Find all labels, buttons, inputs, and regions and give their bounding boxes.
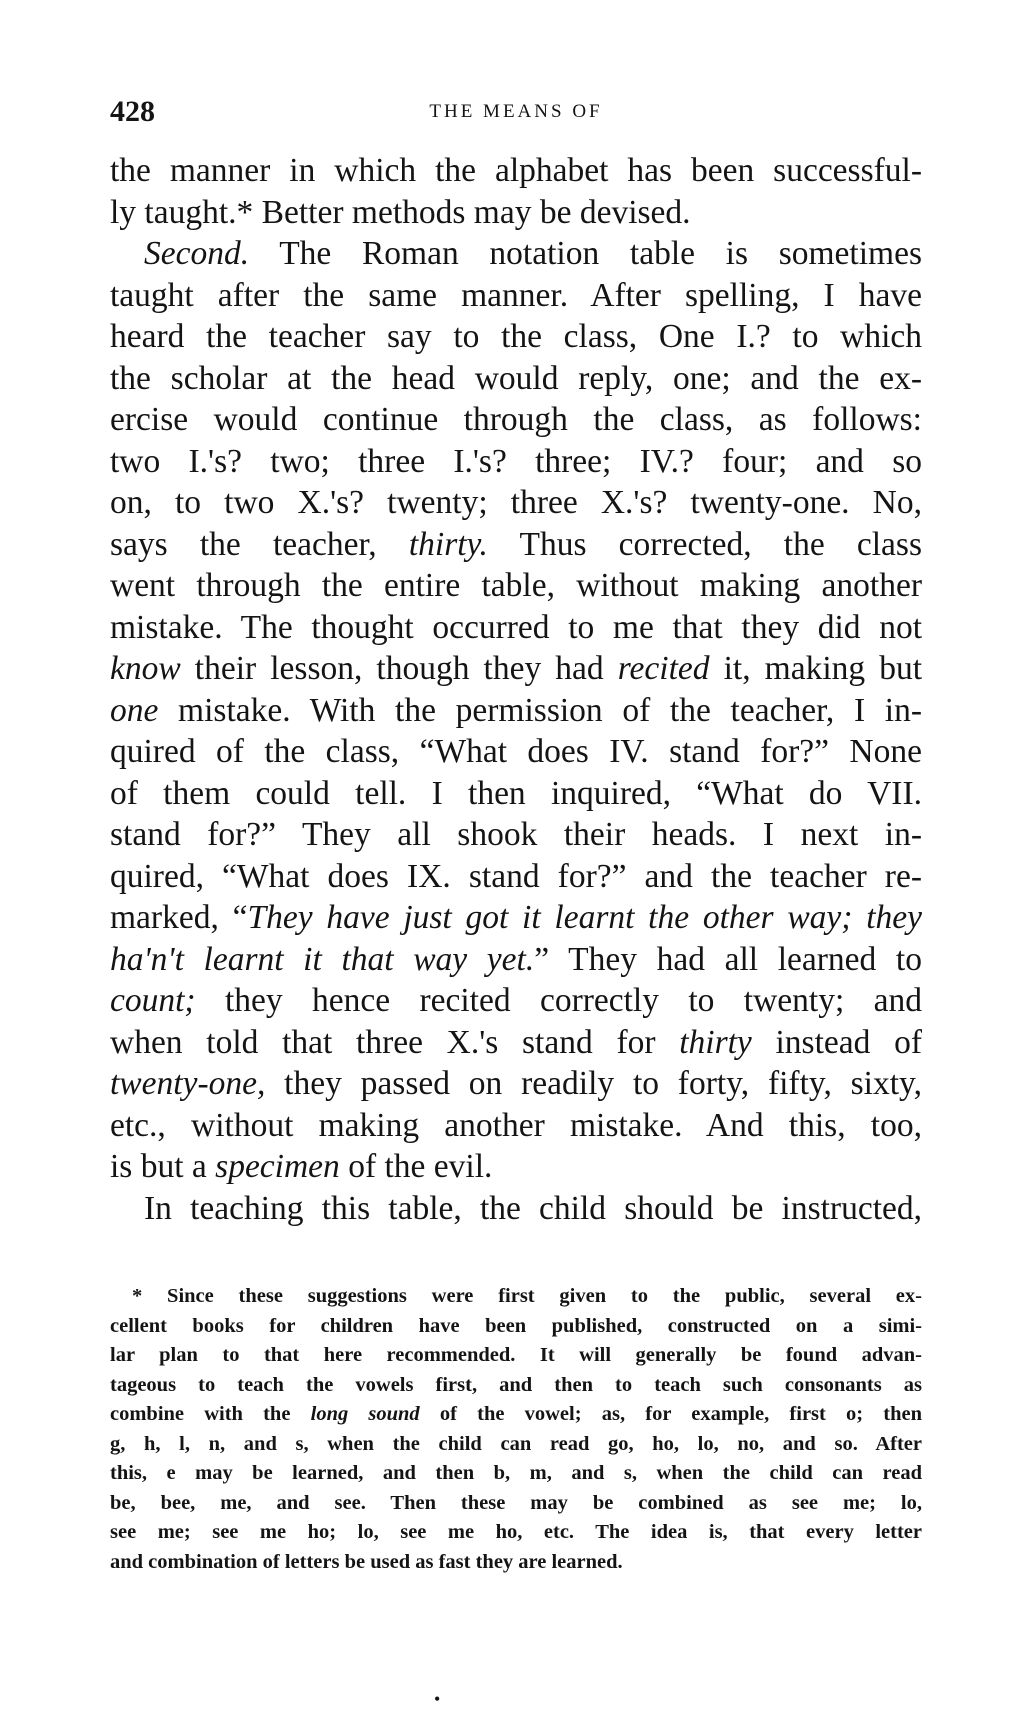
text-line: two I.'s? two; three I.'s? three; IV.? four; and so — [110, 442, 922, 480]
page-number: 428 — [110, 95, 155, 128]
text-line: stand for?” They all shook their heads. I next in- — [110, 816, 922, 853]
text-line: one mistake. With the permission of the teacher, I in- — [110, 691, 922, 729]
footnote-line: tageous to teach the vowels first, and then to teach such consonants as — [110, 1373, 922, 1396]
footnote-line: lar plan to that here recommended. It will generally be found advan- — [110, 1344, 922, 1366]
text-line: on, to two X.'s? twenty; three X.'s? twenty-one. No, — [110, 484, 922, 521]
printer-mark: • — [434, 1689, 441, 1709]
italic-emphasis: thirty. — [408, 525, 488, 563]
text-line: quired of the class, “What does IV. stand for?” None — [110, 733, 922, 770]
text-line: In teaching this table, the child should be instructed, — [144, 1189, 922, 1227]
text-line: marked, “They have just got it learnt the other way; they — [110, 899, 922, 936]
footnote-line: g, h, l, n, and s, when the child can read go, ho, lo, no, and so. After — [110, 1432, 922, 1455]
italic-emphasis: specimen — [215, 1148, 340, 1185]
text-line: count; they hence recited correctly to twenty; and — [110, 982, 922, 1019]
italic-emphasis: know — [110, 650, 181, 687]
text-line: ercise would continue through the class, as follows: — [110, 401, 922, 438]
footnote — [110, 1282, 922, 1577]
footnote-line: and combination of letters be used as fast they are learned. — [110, 1550, 623, 1573]
text-line: when told that three X.'s stand for thirty instead of — [110, 1023, 922, 1061]
footnote-line: this, e may be learned, and then b, m, and s, when the child can read — [110, 1462, 922, 1484]
text-line: the scholar at the head would reply, one; and the ex- — [110, 359, 922, 397]
footnote-line: * Since these suggestions were first given to the public, several ex- — [132, 1285, 922, 1307]
italic-emphasis: ha'n't learnt it that way yet. — [110, 940, 535, 978]
text-line: is but a specimen of the evil. — [110, 1148, 493, 1185]
italic-emphasis: recited — [617, 650, 710, 687]
text-line: ly taught.* Better methods may be devised. — [110, 193, 691, 231]
text-line: the manner in which the alphabet has been successful- — [110, 152, 922, 189]
footnote-line: be, bee, me, and see. Then these may be combined as see me; lo, — [110, 1491, 922, 1514]
footnote-line: combine with the long sound of the vowel; as, for example, first o; then — [110, 1403, 922, 1425]
italic-emphasis: count; — [110, 982, 196, 1019]
text-line: mistake. The thought occurred to me that they did not — [110, 608, 922, 646]
text-line: etc., without making another mistake. And this, too, — [110, 1106, 922, 1144]
italic-emphasis: one — [110, 691, 159, 729]
text-line: know their lesson, though they had recited it, making but — [110, 650, 922, 687]
text-line: quired, “What does IX. stand for?” and the teacher re- — [110, 857, 922, 895]
footnote-line: cellent books for children have been published, constructed on a simi- — [110, 1314, 922, 1337]
footnote-line: see me; see me ho; lo, see me ho, etc. The idea is, that every letter — [110, 1521, 922, 1543]
text-line: Second. The Roman notation table is sometimes — [144, 235, 922, 272]
italic-emphasis: They have just got it learnt the other way; they — [247, 899, 922, 936]
text-line: says the teacher, thirty. Thus corrected, the class — [110, 525, 922, 563]
text-line: went through the entire table, without making another — [110, 567, 922, 604]
italic-emphasis: long sound — [310, 1403, 420, 1425]
italic-emphasis: twenty-one, — [110, 1065, 266, 1102]
text-line: twenty-one, they passed on readily to forty, fifty, sixty, — [110, 1065, 922, 1102]
text-line: ha'n't learnt it that way yet.” They had all learned to — [110, 940, 922, 978]
text-line: heard the teacher say to the class, One I.? to which — [110, 318, 922, 355]
text-line: taught after the same manner. After spelling, I have — [110, 276, 922, 314]
text-line: of them could tell. I then inquired, “What do VII. — [110, 774, 922, 812]
body-text — [110, 150, 922, 1229]
page-header — [110, 90, 922, 134]
running-head: THE MEANS OF — [429, 101, 603, 122]
italic-emphasis: Second. — [144, 235, 250, 272]
italic-emphasis: thirty — [679, 1023, 752, 1061]
